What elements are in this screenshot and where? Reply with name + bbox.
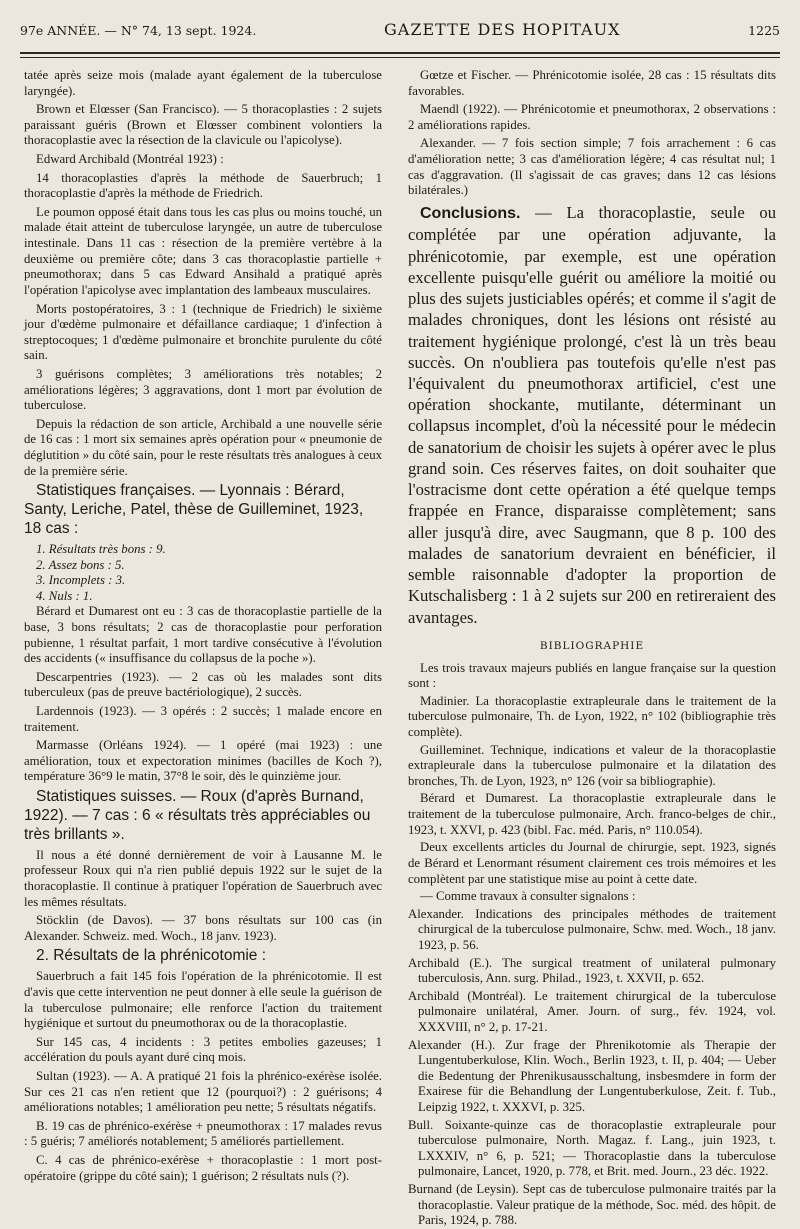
paragraph: 14 thoracoplasties d'après la méthode de Sauerbruch; 1 thoracoplastie d'après la méthode de Friedrich. [24, 170, 382, 201]
section-heading: Statistiques suisses. — Roux (d'après Burnand, 1922). — 7 cas : 6 « résultats très appréciables ou très brillants ». [24, 788, 371, 843]
list-item: 2. Assez bons : 5. [36, 557, 125, 572]
bibliography-title: BIBLIOGRAPHIE [539, 639, 645, 652]
page-number: 1225 [748, 23, 780, 38]
paragraph: C. 4 cas de phrénico-exérèse + thoracoplastie : 1 mort post-opératoire (grippe du côté sain); 1 guérison; 2 résultats nuls (?). [24, 1153, 382, 1183]
bibliography-entry: Burnand (de Leysin). Sept cas de tuberculose pulmonaire traités par la thoracoplastie. Valeur pratique de la méthode, Soc. méd. des hôpit. de Paris, 1924, p. 788. [408, 1182, 776, 1228]
paragraph: Les trois travaux majeurs publiés en langue française sur la question sont : [408, 660, 776, 691]
bibliography-entry: Archibald (Montréal). Le traitement chirurgical de la tuberculose pulmonaire unilatéral, Amer. Journ. of surg., fév. 1924, vol. XXXVIII, n° 2, p. 17-21. [408, 988, 776, 1034]
journal-title: GAZETTE DES HOPITAUX [384, 20, 621, 39]
conclusions-text: — La thoracoplastie, seule ou complétée par une opération adjuvante, la phrénicotomie, par exemple, est une opération excellente puisqu'elle guérit ou améliore la moitié ou plus des sujets justiciables opérés; et comme il s'agit de malades chroniques, dont les lésions ont résisté au traitement hygiénique prolongé, c'est là un très beau succès. On n'oubliera pas toutefois qu'elle n'est pas l'équivalent du pneumothorax artificiel, c'est une opération shockante, mutilante, déterminant un collapsus incomplet, d'où la nécessité pour le médecin de sanatorium de choisir les sujets à opérer avec le plus grand soin. Ces réserves faites, on doit souhaiter que l'ostracisme dont cette opération a été quelque temps frappée en France, disparaisse complètement; sans aller jusqu'à dire, avec Saugmann, que 8 p. 100 des malades de sanatorium devraient en bénéficier, il semble raisonnable d'adopter la proportion de Kutschalisberg : 1 à 2 sujets sur 200 en retireraient des avantages. [408, 202, 776, 627]
right-column [408, 68, 776, 1228]
paragraph: Lardennois (1923). — 3 opérés : 2 succès; 1 malade encore en traitement. [24, 704, 382, 734]
paragraph: Deux excellents articles du Journal de chirurgie, sept. 1923, signés de Bérard et Lenormant résument clairement ces trois mémoires et les complètent par une statistique mise au point à cette date. [408, 840, 776, 886]
header-rule [20, 52, 780, 54]
paragraph: Descarpentries (1923). — 2 cas où les malades sont dits tuberculeux (pas de preuve bactériologique), 2 succès. [24, 669, 382, 700]
paragraph: Sauerbruch a fait 145 fois l'opération de la phrénicotomie. Il est d'avis que cette intervention ne peut donner à elle seule la guérison de la tuberculose pulmonaire; elle renforce l'action du traitement hygiénique et surtout du pneumothorax ou de la thoracoplastie. [24, 969, 382, 1031]
paragraph: Alexander. — 7 fois section simple; 7 fois arrachement : 6 cas d'amélioration nette; 3 cas d'amélioration légère; 4 cas résultat nul; 1 cas d'aggravation. (Il s'agissait de cas graves; dans 12 cas lésions bilatérales.) [408, 136, 776, 198]
bibliography-entry: Guilleminet. Technique, indications et valeur de la thoracoplastie extrapleurale dans la tuberculose pulmonaire et la dilatation des bronches, Th. de Lyon, 1923, n° 126 (voir sa bibliographie). [408, 742, 776, 788]
section-heading: Statistiques françaises. — Lyonnais : Bérard, Santy, Leriche, Patel, thèse de Guilleminet, 1923, 18 cas : [24, 482, 364, 538]
bibliography-entry: Alexander (H.). Zur frage der Phrenikotomie als Therapie der Lungentuberkulose, Klin. Woch., Berlin 1923, t. II, p. 404; — Ueber die Bedentung der Phrenikusausschaltung, insbesmdere in form der Exairese für die Behandlung der Lungentuberkulose, Zeit. f. Tub., Leipzig 1922, t. XXXVI, p. 325. [408, 1037, 776, 1115]
conclusions-paragraph [408, 202, 776, 628]
list-item: 4. Nuls : 1. [36, 588, 93, 603]
paragraph: Maendl (1922). — Phrénicotomie et pneumothorax, 2 observations : 2 améliorations rapides. [408, 102, 776, 132]
paragraph: Sultan (1923). — A. A pratiqué 21 fois la phrénico-exérèse isolée. Sur ces 21 cas n'en retient que 12 (pourquoi?) : 2 guérisons; 4 améliorations notables; 1 amélioration peu nette; 5 résultats négatifs. [24, 1069, 382, 1115]
paragraph: Marmasse (Orléans 1924). — 1 opéré (mai 1923) : une amélioration, toux et expectoration minimes (bacilles de Koch ?), température 36°9 le matin, 37°8 le soir, dès le quinzième jour. [24, 738, 382, 784]
header-rule-thin [20, 57, 780, 58]
paragraph: B. 19 cas de phrénico-exérèse + pneumothorax : 17 malades revus : 5 guéris; 7 améliorés notablement; 5 améliorés partiellement. [24, 1118, 382, 1149]
bibliography-entry: Alexander. Indications des principales méthodes de traitement chirurgical de la tuberculose pulmonaire, Schw. med. Woch., 18 janv. 1923, p. 56. [408, 906, 776, 952]
paragraph: 3 guérisons complètes; 3 améliorations très notables; 2 améliorations légères; 3 aggravations, dont 1 mort par évolution de tuberculose. [24, 366, 382, 413]
section-heading: 2. Résultats de la phrénicotomie : [36, 947, 267, 965]
paragraph: Bérard et Dumarest ont eu : 3 cas de thoracoplastie partielle de la base, 3 bons résultats; 2 cas de thoracoplastie pour perforation pubienne, 1 résultat parfait, 1 mort tardive consécutive à l'évolution des accidents (« insuffisance du collapsus de la poche »). [24, 604, 382, 666]
bibliography-entry: Bérard et Dumarest. La thoracoplastie extrapleurale dans le traitement de la tuberculose pulmonaire, Arch. franco-belges de chir., 1923, t. XXVI, p. 423 (bibl. Fac. méd. Paris, n° 110.054). [408, 791, 776, 837]
paragraph: Le poumon opposé était dans tous les cas plus ou moins touché, un malade était atteint de tuberculose laryngée, un autre de tuberculose intestinale. Dans 11 cas : résection de la première vertèbre à la deuxième ou première côte; dans 3 cas thoracoplastie partielle + pneumothorax; dans 5 cas Edward Ansihald a pratiqué après l'opération l'apicolyse avec implantation des lambeaux musculaires. [24, 204, 382, 297]
page-header [20, 20, 780, 50]
paragraph: Edward Archibald (Montréal 1923) : [36, 152, 224, 167]
list-item: 3. Incomplets : 3. [36, 573, 126, 588]
paragraph: Brown et Elœsser (San Francisco). — 5 thoracoplasties : 2 sujets paraissant guéris (Brown et Elœsser combinent volontiers la thoracoplastie avec la résection de la clavicule ou l'apicolyse). [24, 102, 382, 148]
bibliography-entry: Bull. Soixante-quinze cas de thoracoplastie extrapleurale pour tuberculose pulmonaire, North. Magaz. f. Lang., juin 1923, t. LXXXIV, n° 6, p. 521; — Thoracoplastie dans la tuberculose pulmonaire, Lancet, 1920, p. 778, et Brit. med. Journ., 23 déc. 1922. [408, 1117, 776, 1179]
issue-info: 97e ANNÉE. — N° 74, 13 sept. 1924. [20, 23, 257, 38]
paragraph: Stöcklin (de Davos). — 37 bons résultats sur 100 cas (in Alexander. Schweiz. med. Woch., 18 janv. 1923). [24, 913, 382, 943]
conclusions-heading: Conclusions. [420, 204, 521, 222]
paragraph: Gœtze et Fischer. — Phrénicotomie isolée, 28 cas : 15 résultats dits favorables. [408, 68, 776, 98]
paragraph: — Comme travaux à consulter signalons : [420, 889, 636, 904]
left-column [24, 68, 382, 1183]
list-item: 1. Résultats très bons : 9. [36, 541, 166, 556]
bibliography-entry: Archibald (E.). The surgical treatment of unilateral pulmonary tuberculosis, Ann. surg. Philad., 1923, t. XXVII, p. 652. [408, 955, 776, 986]
paragraph: Sur 145 cas, 4 incidents : 3 petites embolies gazeuses; 1 accélération du pouls ayant duré cinq mois. [24, 1034, 382, 1065]
paragraph: Morts postopératoires, 3 : 1 (technique de Friedrich) le sixième jour d'œdème pulmonaire et défaillance cardiaque; 1 d'infection à streptocoques; 1 d'œdème pulmonaire et bronchite purulente du côté sain. [24, 301, 382, 363]
paragraph: Il nous a été donné dernièrement de voir à Lausanne M. le professeur Roux qui n'a rien publié depuis 1922 sur le sujet de la thoracoplastie. Il continue à pratiquer l'opération de Sauerbruch avec les mêmes résultats. [24, 847, 382, 909]
bibliography-entry: Madinier. La thoracoplastie extrapleurale dans le traitement de la tuberculose pulmonaire, Th. de Lyon, 1922, n° 102 (bibliographie très complète). [408, 693, 776, 740]
paragraph: tatée après seize mois (malade ayant également de la tuberculose laryngée). [24, 68, 382, 98]
paragraph: Depuis la rédaction de son article, Archibald a une nouvelle série de 16 cas : 1 mort six semaines après opération pour « pneumonie de déglutition » du côté sain, pour le reste résultats très analogues à ceux de la première série. [24, 416, 382, 478]
